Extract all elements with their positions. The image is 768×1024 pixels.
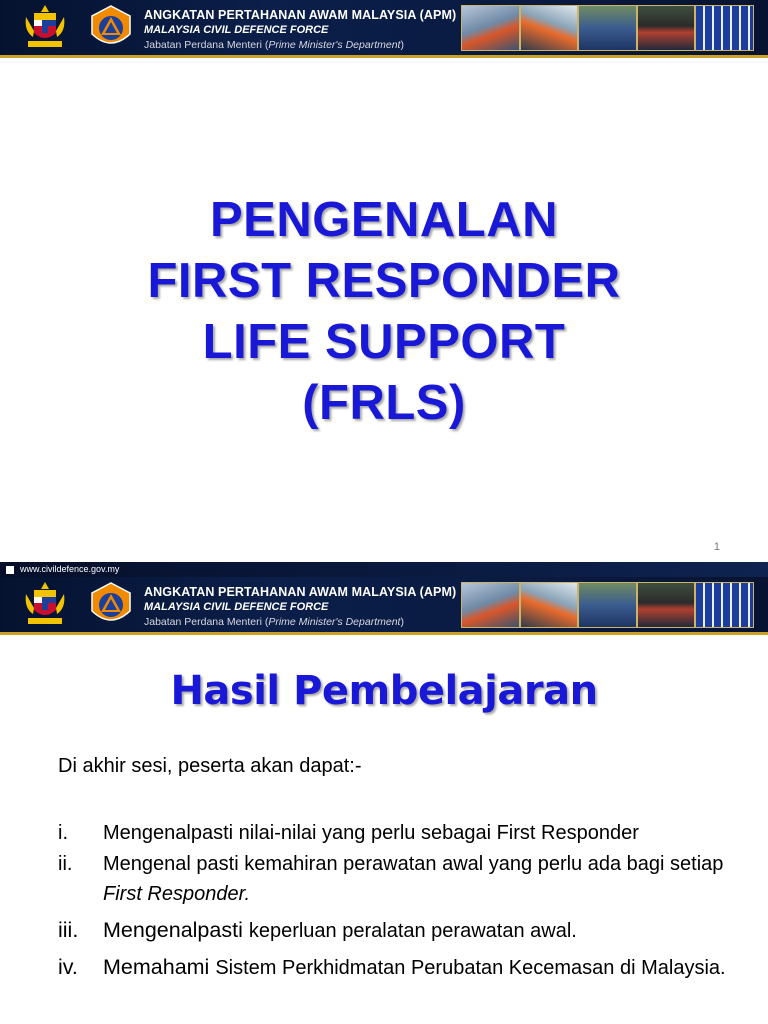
footer-url-strip <box>0 562 768 578</box>
department-line: Jabatan Perdana Menteri (Prime Minister's Department) <box>144 616 404 628</box>
list-item-lead: Mengenalpasti <box>103 918 249 942</box>
title-line: LIFE SUPPORT <box>202 315 566 369</box>
slide2-heading: Hasil Pembelajaran <box>170 668 598 714</box>
rescue-boat-photo <box>462 583 519 627</box>
parade-photo <box>696 6 753 50</box>
list-item <box>58 952 758 983</box>
learning-outcomes-list <box>58 818 758 983</box>
parade-photo <box>696 583 753 627</box>
coat-of-arms-icon <box>20 580 70 630</box>
org-name: ANGKATAN PERTAHANAN AWAM MALAYSIA (APM) <box>144 8 457 22</box>
list-item-number: iii. <box>58 918 79 942</box>
personnel-photo <box>579 583 636 627</box>
list-item-text: Sistem Perkhidmatan Perubatan Kecemasan di Malaysia. <box>215 957 726 979</box>
intro-text: Di akhir sesi, peserta akan dapat:- <box>58 755 362 777</box>
banner-photo-strip <box>461 5 754 51</box>
firefighters-photo <box>638 583 695 627</box>
org-name: ANGKATAN PERTAHANAN AWAM MALAYSIA (APM) <box>144 585 457 599</box>
banner-photo-strip <box>461 582 754 628</box>
firefighters-photo <box>638 6 695 50</box>
slide1-title <box>0 190 768 434</box>
list-item <box>58 849 758 909</box>
page-number: 1 <box>713 541 720 553</box>
footer-url[interactable]: www.civildefence.gov.my <box>20 564 120 574</box>
list-item-number: ii. <box>58 853 73 875</box>
org-english-name: MALAYSIA CIVIL DEFENCE FORCE <box>144 24 329 36</box>
list-item <box>58 818 758 848</box>
list-item-lead: Memahami <box>103 955 216 979</box>
list-item-number: iv. <box>58 955 78 979</box>
org-english-name: MALAYSIA CIVIL DEFENCE FORCE <box>144 601 329 613</box>
list-item-text: keperluan peralatan perawatan awal. <box>248 920 577 942</box>
header-banner <box>0 577 768 635</box>
helicopter-photo <box>521 6 578 50</box>
helicopter-photo <box>521 583 578 627</box>
list-item-number: i. <box>58 822 68 844</box>
list-item-text: Mengenalpasti nilai-nilai yang perlu sebagai First Responder <box>103 822 639 844</box>
coat-of-arms-icon <box>20 3 70 53</box>
rescue-boat-photo <box>462 6 519 50</box>
apm-emblem-icon <box>90 581 132 629</box>
title-line: FIRST RESPONDER <box>147 254 621 308</box>
department-line: Jabatan Perdana Menteri (Prime Minister's Department) <box>144 39 404 51</box>
square-bullet-icon <box>6 566 14 574</box>
header-banner <box>0 0 768 58</box>
list-item-text: Mengenal pasti kemahiran perawatan awal yang perlu ada bagi setiap <box>103 853 724 875</box>
personnel-photo <box>579 6 636 50</box>
list-item <box>58 915 758 946</box>
list-item-emphasis: First Responder. <box>103 883 251 905</box>
apm-emblem-icon <box>90 4 132 52</box>
title-line: PENGENALAN <box>209 193 559 247</box>
title-line: (FRLS) <box>302 376 466 430</box>
